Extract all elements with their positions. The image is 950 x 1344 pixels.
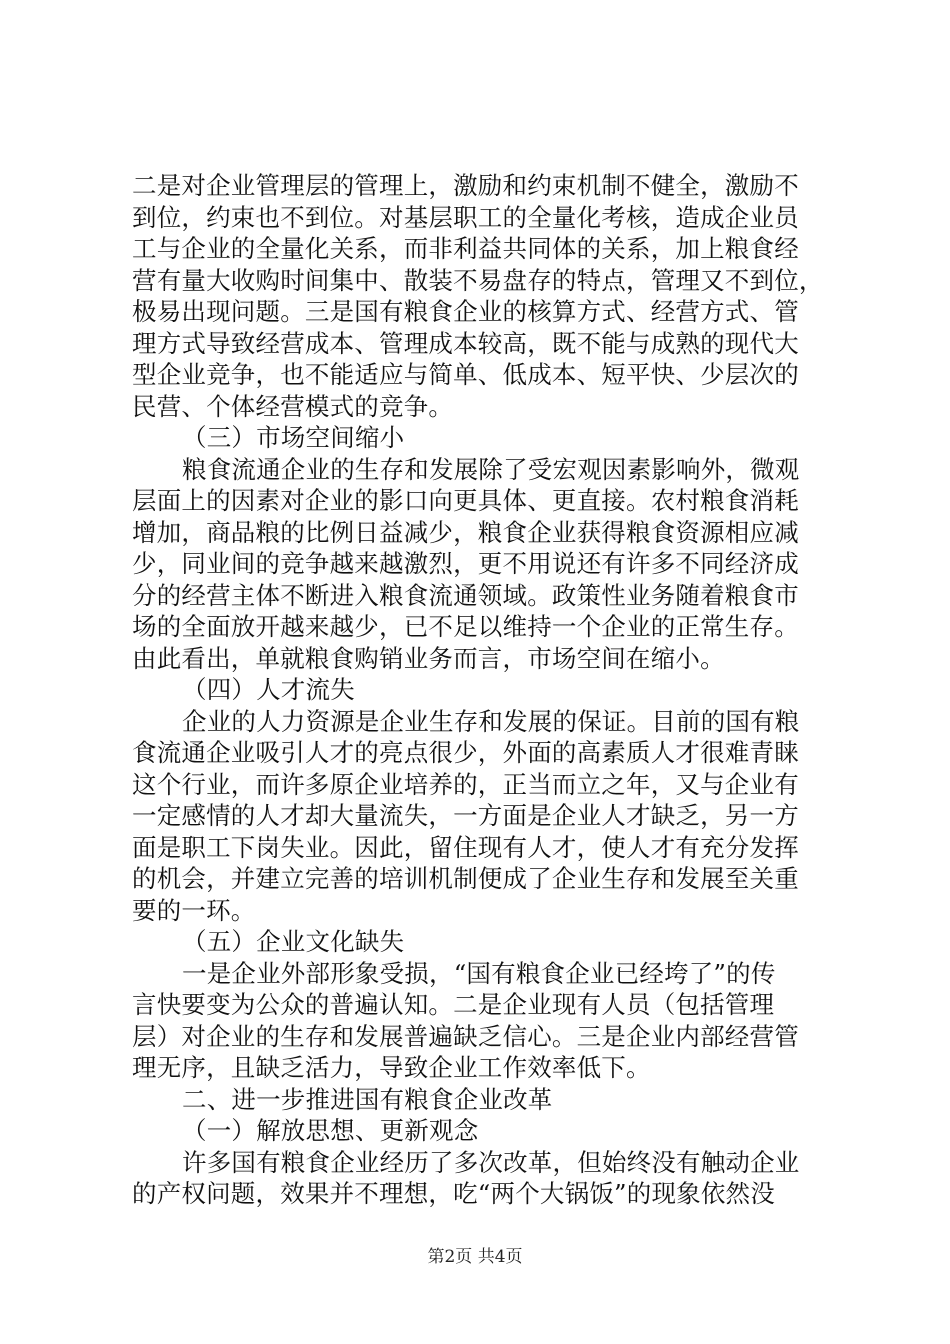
text-line: 的机会，并建立完善的培训机制便成了企业生存和发展至关重 — [132, 864, 799, 893]
section-heading: （五）企业文化缺失 — [182, 927, 405, 956]
text-line: 面是职工下岗失业。因此，留住现有人才，使人才有充分发挥 — [132, 832, 799, 862]
section-heading: （一）解放思想、更新观念 — [182, 1116, 479, 1145]
text-line: 一是企业外部形象受损，“国有粮食企业已经垮了”的传 — [182, 958, 776, 988]
section-heading: （三）市场空间缩小 — [182, 423, 405, 452]
text-line: 食流通企业吸引人才的亮点很少，外面的高素质人才很难青睐 — [132, 738, 799, 767]
text-line: 层面上的因素对企业的影口向更具体、更直接。农村粮食消耗 — [132, 486, 799, 515]
text-line: 的产权问题，效果并不理想，吃“两个大锅饭”的现象依然没 — [132, 1179, 775, 1208]
text-line: 层）对企业的生存和发展普遍缺乏信心。三是企业内部经营管 — [132, 1021, 799, 1051]
text-line: 一定感情的人才却大量流失，一方面是企业人才缺乏，另一方 — [132, 801, 799, 830]
section-heading: （四）人才流失 — [182, 675, 355, 704]
text-line: 极易出现问题。三是国有粮食企业的核算方式、经营方式、管 — [132, 297, 799, 326]
text-line: 场的全面放开越来越少，已不足以维持一个企业的正常生存。 — [132, 612, 799, 641]
page-footer: 第2页 共4页 — [427, 1247, 523, 1267]
text-line: 民营、个体经营模式的竞争。 — [132, 391, 454, 421]
text-line: 这个行业，而许多原企业培养的，正当而立之年，又与企业有 — [132, 769, 799, 799]
text-line: 许多国有粮食企业经历了多次改革，但始终没有触动企业 — [182, 1147, 800, 1177]
text-line: 由此看出，单就粮食购销业务而言，市场空间在缩小。 — [132, 643, 725, 673]
section-heading: 二、进一步推进国有粮食企业改革 — [182, 1084, 553, 1114]
text-line: 工与企业的全量化关系，而非利益共同体的关系，加上粮食经 — [132, 234, 799, 263]
text-line: 言快要变为公众的普遍认知。二是企业现有人员（包括管理 — [132, 990, 775, 1019]
body-text — [132, 170, 832, 1210]
text-line: 增加，商品粮的比例日益减少，粮食企业获得粮食资源相应减 — [132, 517, 799, 547]
text-line: 二是对企业管理层的管理上，激励和约束机制不健全，激励不 — [132, 171, 799, 200]
text-line: 理方式导致经营成本、管理成本较高，既不能与成熟的现代大 — [132, 328, 799, 358]
text-line: 营有量大收购时间集中、散装不易盘存的特点，管理又不到位， — [132, 265, 824, 295]
text-line: 分的经营主体不断进入粮食流通领域。政策性业务随着粮食市 — [132, 580, 799, 610]
text-line: 少，同业间的竞争越来越激烈，更不用说还有许多不同经济成 — [132, 549, 799, 578]
text-line: 到位，约束也不到位。对基层职工的全量化考核，造成企业员 — [132, 202, 799, 232]
text-line: 型企业竞争，也不能适应与简单、低成本、短平快、少层次的 — [132, 360, 799, 389]
text-line: 粮食流通企业的生存和发展除了受宏观因素影响外，微观 — [182, 454, 800, 484]
text-line: 理无序，且缺乏活力，导致企业工作效率低下。 — [132, 1053, 651, 1082]
text-line: 要的一环。 — [132, 895, 256, 925]
text-line: 企业的人力资源是企业生存和发展的保证。目前的国有粮 — [182, 706, 800, 736]
